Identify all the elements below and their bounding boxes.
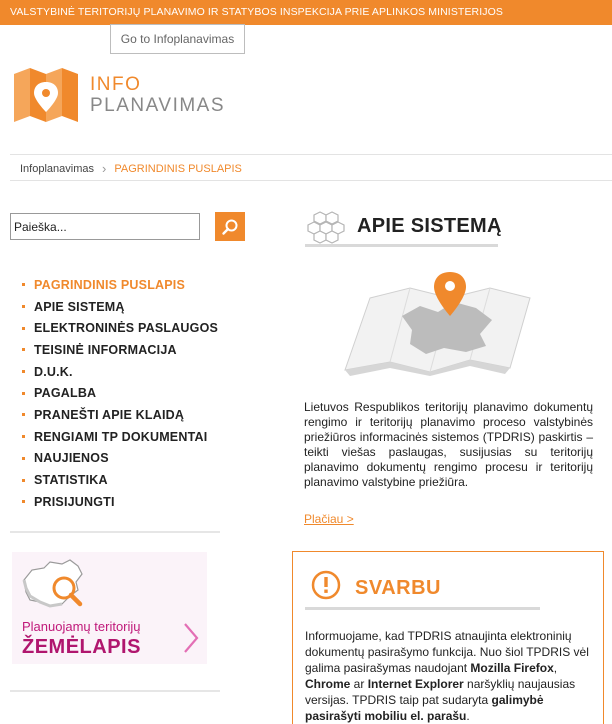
bullet-icon — [22, 327, 25, 330]
menu-item-duk[interactable] — [22, 361, 218, 383]
goto-infoplanavimas-button[interactable]: Go to Infoplanavimas — [110, 24, 245, 54]
notice-text-part: naršyklių naujausias versijas. TPDRIS taip pat sudaryta — [305, 677, 576, 707]
menu-item-apie-sistema[interactable] — [22, 296, 218, 318]
menu-item-label: PAGALBA — [34, 386, 97, 401]
menu-item-prisijungti[interactable] — [22, 491, 218, 513]
notice-text — [305, 628, 597, 724]
notice-mobile-signature: galimybė pasirašyti mobiliu el. parašu — [305, 693, 544, 723]
search-icon — [221, 218, 239, 236]
about-title: APIE SISTEMĄ — [357, 215, 502, 237]
top-banner — [0, 0, 612, 25]
menu-item-rengiami-tp-dokumentai[interactable] — [22, 426, 218, 448]
menu-item-label: RENGIAMI TP DOKUMENTAI — [34, 429, 208, 444]
exclamation-icon — [311, 570, 341, 600]
lithuania-map-search-icon — [16, 558, 94, 614]
menu-item-label: NAUJIENOS — [34, 451, 109, 466]
menu-item-label: ELEKTRONINĖS PASLAUGOS — [34, 321, 219, 336]
menu-item-label: PRANEŠTI APIE KLAIDĄ — [34, 407, 185, 422]
bullet-icon — [22, 370, 25, 373]
sidebar-divider — [10, 531, 220, 533]
menu-item-naujienos[interactable] — [22, 448, 218, 470]
org-name: VALSTYBINĖ TERITORIJŲ PLANAVIMO IR STATYBOS INSPEKCIJA PRIE APLINKOS MINISTERIJOS — [10, 6, 503, 18]
bullet-icon — [22, 435, 25, 438]
notice-browser-firefox: Mozilla Firefox — [470, 661, 554, 675]
notice-text-part: , — [553, 661, 558, 675]
cubes-icon — [307, 210, 345, 244]
search-input[interactable] — [10, 213, 200, 240]
breadcrumb-current: PAGRINDINIS PUSLAPIS — [114, 162, 242, 175]
menu-item-label: TEISINĖ INFORMACIJA — [34, 342, 177, 357]
bullet-icon — [22, 305, 25, 308]
menu-item-elektronines-paslaugos[interactable] — [22, 317, 218, 339]
notice-text-part: Informuojame, kad TPDRIS atnaujinta elektroninių dokumentų pasirašymo funkcija. Nuo šiol TPDRIS vėl galima pasirašymas naudojant — [305, 629, 589, 675]
menu-item-statistika[interactable] — [22, 469, 218, 491]
menu-item-label: APIE SISTEMĄ — [34, 299, 125, 314]
notice-title-underline — [305, 607, 540, 610]
map-banner-link[interactable] — [12, 552, 207, 664]
logo-line-2: PLANAVIMAS — [90, 95, 226, 116]
map-banner-line-2: ŽEMĖLAPIS — [22, 636, 141, 658]
breadcrumb — [20, 161, 242, 176]
bullet-icon — [22, 479, 25, 482]
sidebar-menu — [22, 274, 218, 513]
notice-text-part: . — [466, 709, 470, 723]
sidebar-divider-bottom — [10, 690, 220, 692]
map-pin-illustration-icon — [340, 268, 535, 376]
menu-item-teisine-informacija[interactable] — [22, 339, 218, 361]
menu-item-label: PRISIJUNGTI — [34, 494, 115, 509]
chevron-right-icon — [182, 622, 200, 654]
menu-item-pagalba[interactable] — [22, 382, 218, 404]
menu-item-label: STATISTIKA — [34, 473, 108, 488]
bullet-icon — [22, 283, 25, 286]
about-title-underline — [305, 244, 498, 247]
bullet-icon — [22, 348, 25, 351]
logo-line-1: INFO — [90, 74, 142, 95]
notice-browser-chrome: Chrome — [305, 677, 351, 691]
breadcrumb-home-link[interactable]: Infoplanavimas — [20, 162, 94, 175]
menu-item-pranesti-apie-klaida[interactable] — [22, 404, 218, 426]
bullet-icon — [22, 457, 25, 460]
read-more-link[interactable]: Plačiau > — [304, 512, 354, 526]
about-description: Lietuvos Respublikos teritorijų planavimo dokumentų rengimo ir teritorijų planavimo proceso valstybinės priežiūros informacinės sistemos (TPDRIS) paskirtis – teikti viešas paslaugas, susijusias su teritorijų planavimo dokumentų rengimo procesu ir teritorijų planavimo valstybine priežiūra. — [304, 400, 593, 489]
logo-map-pin-icon[interactable] — [14, 68, 78, 122]
search-button[interactable] — [215, 212, 245, 241]
notice-browser-ie: Internet Explorer — [367, 677, 464, 691]
notice-text-part: ar — [350, 677, 368, 691]
breadcrumb-chevron-icon: › — [102, 161, 107, 176]
notice-title: SVARBU — [355, 577, 441, 599]
bullet-icon — [22, 500, 25, 503]
breadcrumb-top-divider — [10, 154, 612, 155]
bullet-icon — [22, 392, 25, 395]
logo-text[interactable] — [90, 74, 225, 116]
map-banner-line-1: Planuojamų teritorijų — [22, 619, 141, 634]
menu-item-label: PAGRINDINIS PUSLAPIS — [34, 277, 186, 292]
menu-item-label: D.U.K. — [34, 364, 73, 379]
bullet-icon — [22, 413, 25, 416]
breadcrumb-bottom-divider — [10, 180, 612, 181]
important-notice — [292, 551, 604, 724]
menu-item-pagrindinis[interactable] — [22, 274, 218, 296]
